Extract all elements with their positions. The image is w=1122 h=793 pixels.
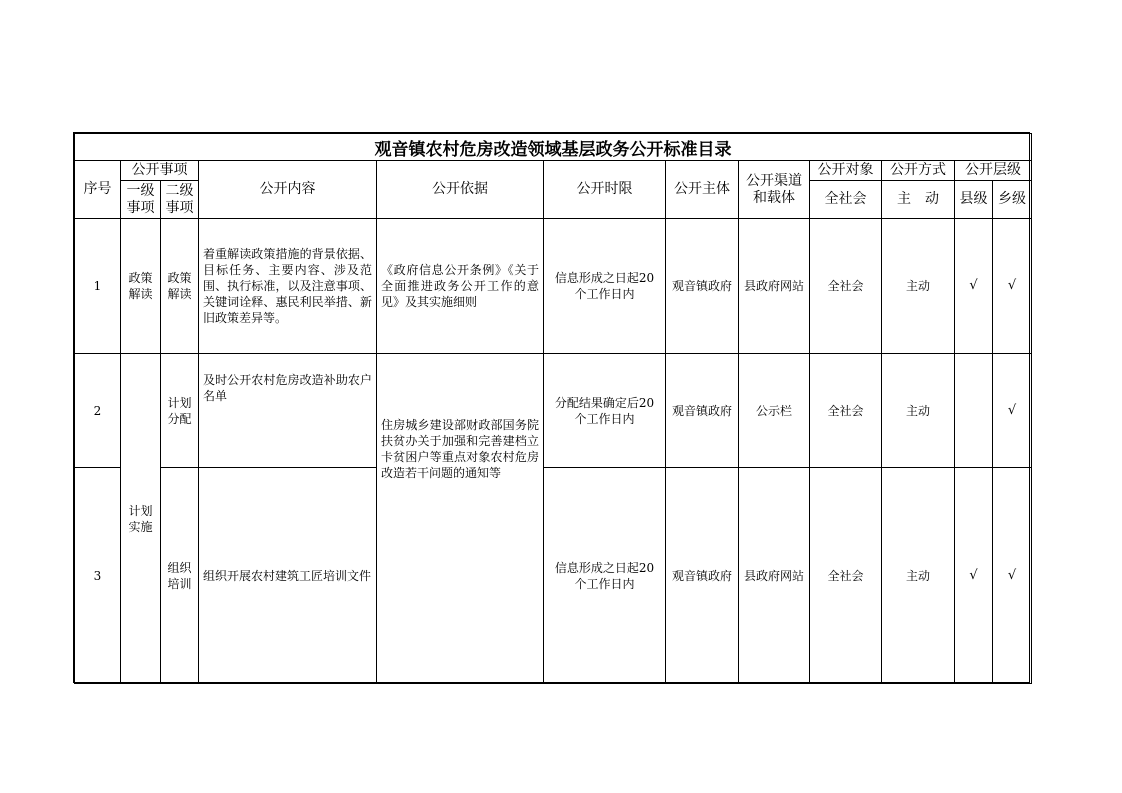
header-township: 乡级 [993,181,1032,219]
header-method-active: 主 动 [882,181,955,219]
header-method: 公开方式 [882,161,955,181]
row-basis: 住房城乡建设部财政部国务院扶贫办关于加强和完善建档立卡贫困户等重点对象农村危房改造若干问题的通知等 [377,354,544,684]
row-subject: 观音镇政府 [666,219,739,354]
row-level2: 政策解读 [161,219,199,354]
row-seq: 3 [75,468,121,684]
header-deadline: 公开时限 [544,161,666,219]
catalog-table [74,133,1032,684]
header-tier: 公开层级 [955,161,1032,181]
header-level2: 二级 事项 [161,181,199,219]
table-row [75,468,1032,684]
header-level1: 一级 事项 [121,181,161,219]
row-method: 主动 [882,354,955,468]
row-content: 组织开展农村建筑工匠培训文件 [199,468,377,684]
row-audience: 全社会 [810,219,882,354]
row-county-check [955,354,993,468]
header-content: 公开内容 [199,161,377,219]
row-seq: 2 [75,354,121,468]
table-row [75,354,1032,468]
header-audience-all: 全社会 [810,181,882,219]
row-channel: 县政府网站 [739,468,810,684]
row-deadline: 信息形成之日起20个工作日内 [544,219,666,354]
row-method: 主动 [882,468,955,684]
row-township-check: √ [993,468,1032,684]
row-subject: 观音镇政府 [666,468,739,684]
row-audience: 全社会 [810,354,882,468]
row-county-check: √ [955,468,993,684]
row-method: 主动 [882,219,955,354]
row-deadline: 分配结果确定后20个工作日内 [544,354,666,468]
row-deadline: 信息形成之日起20个工作日内 [544,468,666,684]
row-basis: 《政府信息公开条例》《关于全面推进政务公开工作的意见》及其实施细则 [377,219,544,354]
header-basis: 公开依据 [377,161,544,219]
row-level2: 组织培训 [161,468,199,684]
row-subject: 观音镇政府 [666,354,739,468]
row-level1: 政策解读 [121,219,161,354]
row-township-check: √ [993,354,1032,468]
table-row [75,219,1032,354]
header-county: 县级 [955,181,993,219]
row-county-check: √ [955,219,993,354]
row-level1: 计划实施 [121,354,161,684]
row-level2: 计划分配 [161,354,199,468]
header-seq: 序号 [75,161,121,219]
row-content: 及时公开农村危房改造补助农户名单 [199,354,377,468]
row-township-check: √ [993,219,1032,354]
catalog-sheet [73,132,1030,683]
header-audience: 公开对象 [810,161,882,181]
row-audience: 全社会 [810,468,882,684]
row-content: 着重解读政策措施的背景依据、目标任务、主要内容、涉及范围、执行标准，以及注意事项、关键词诠释、惠民利民举措、新旧政策差异等。 [199,219,377,354]
table-title: 观音镇农村危房改造领域基层政务公开标准目录 [75,134,1032,161]
header-items: 公开事项 [121,161,199,181]
row-seq: 1 [75,219,121,354]
header-subject: 公开主体 [666,161,739,219]
row-channel: 公示栏 [739,354,810,468]
header-channel: 公开渠道和载体 [739,161,810,219]
row-channel: 县政府网站 [739,219,810,354]
